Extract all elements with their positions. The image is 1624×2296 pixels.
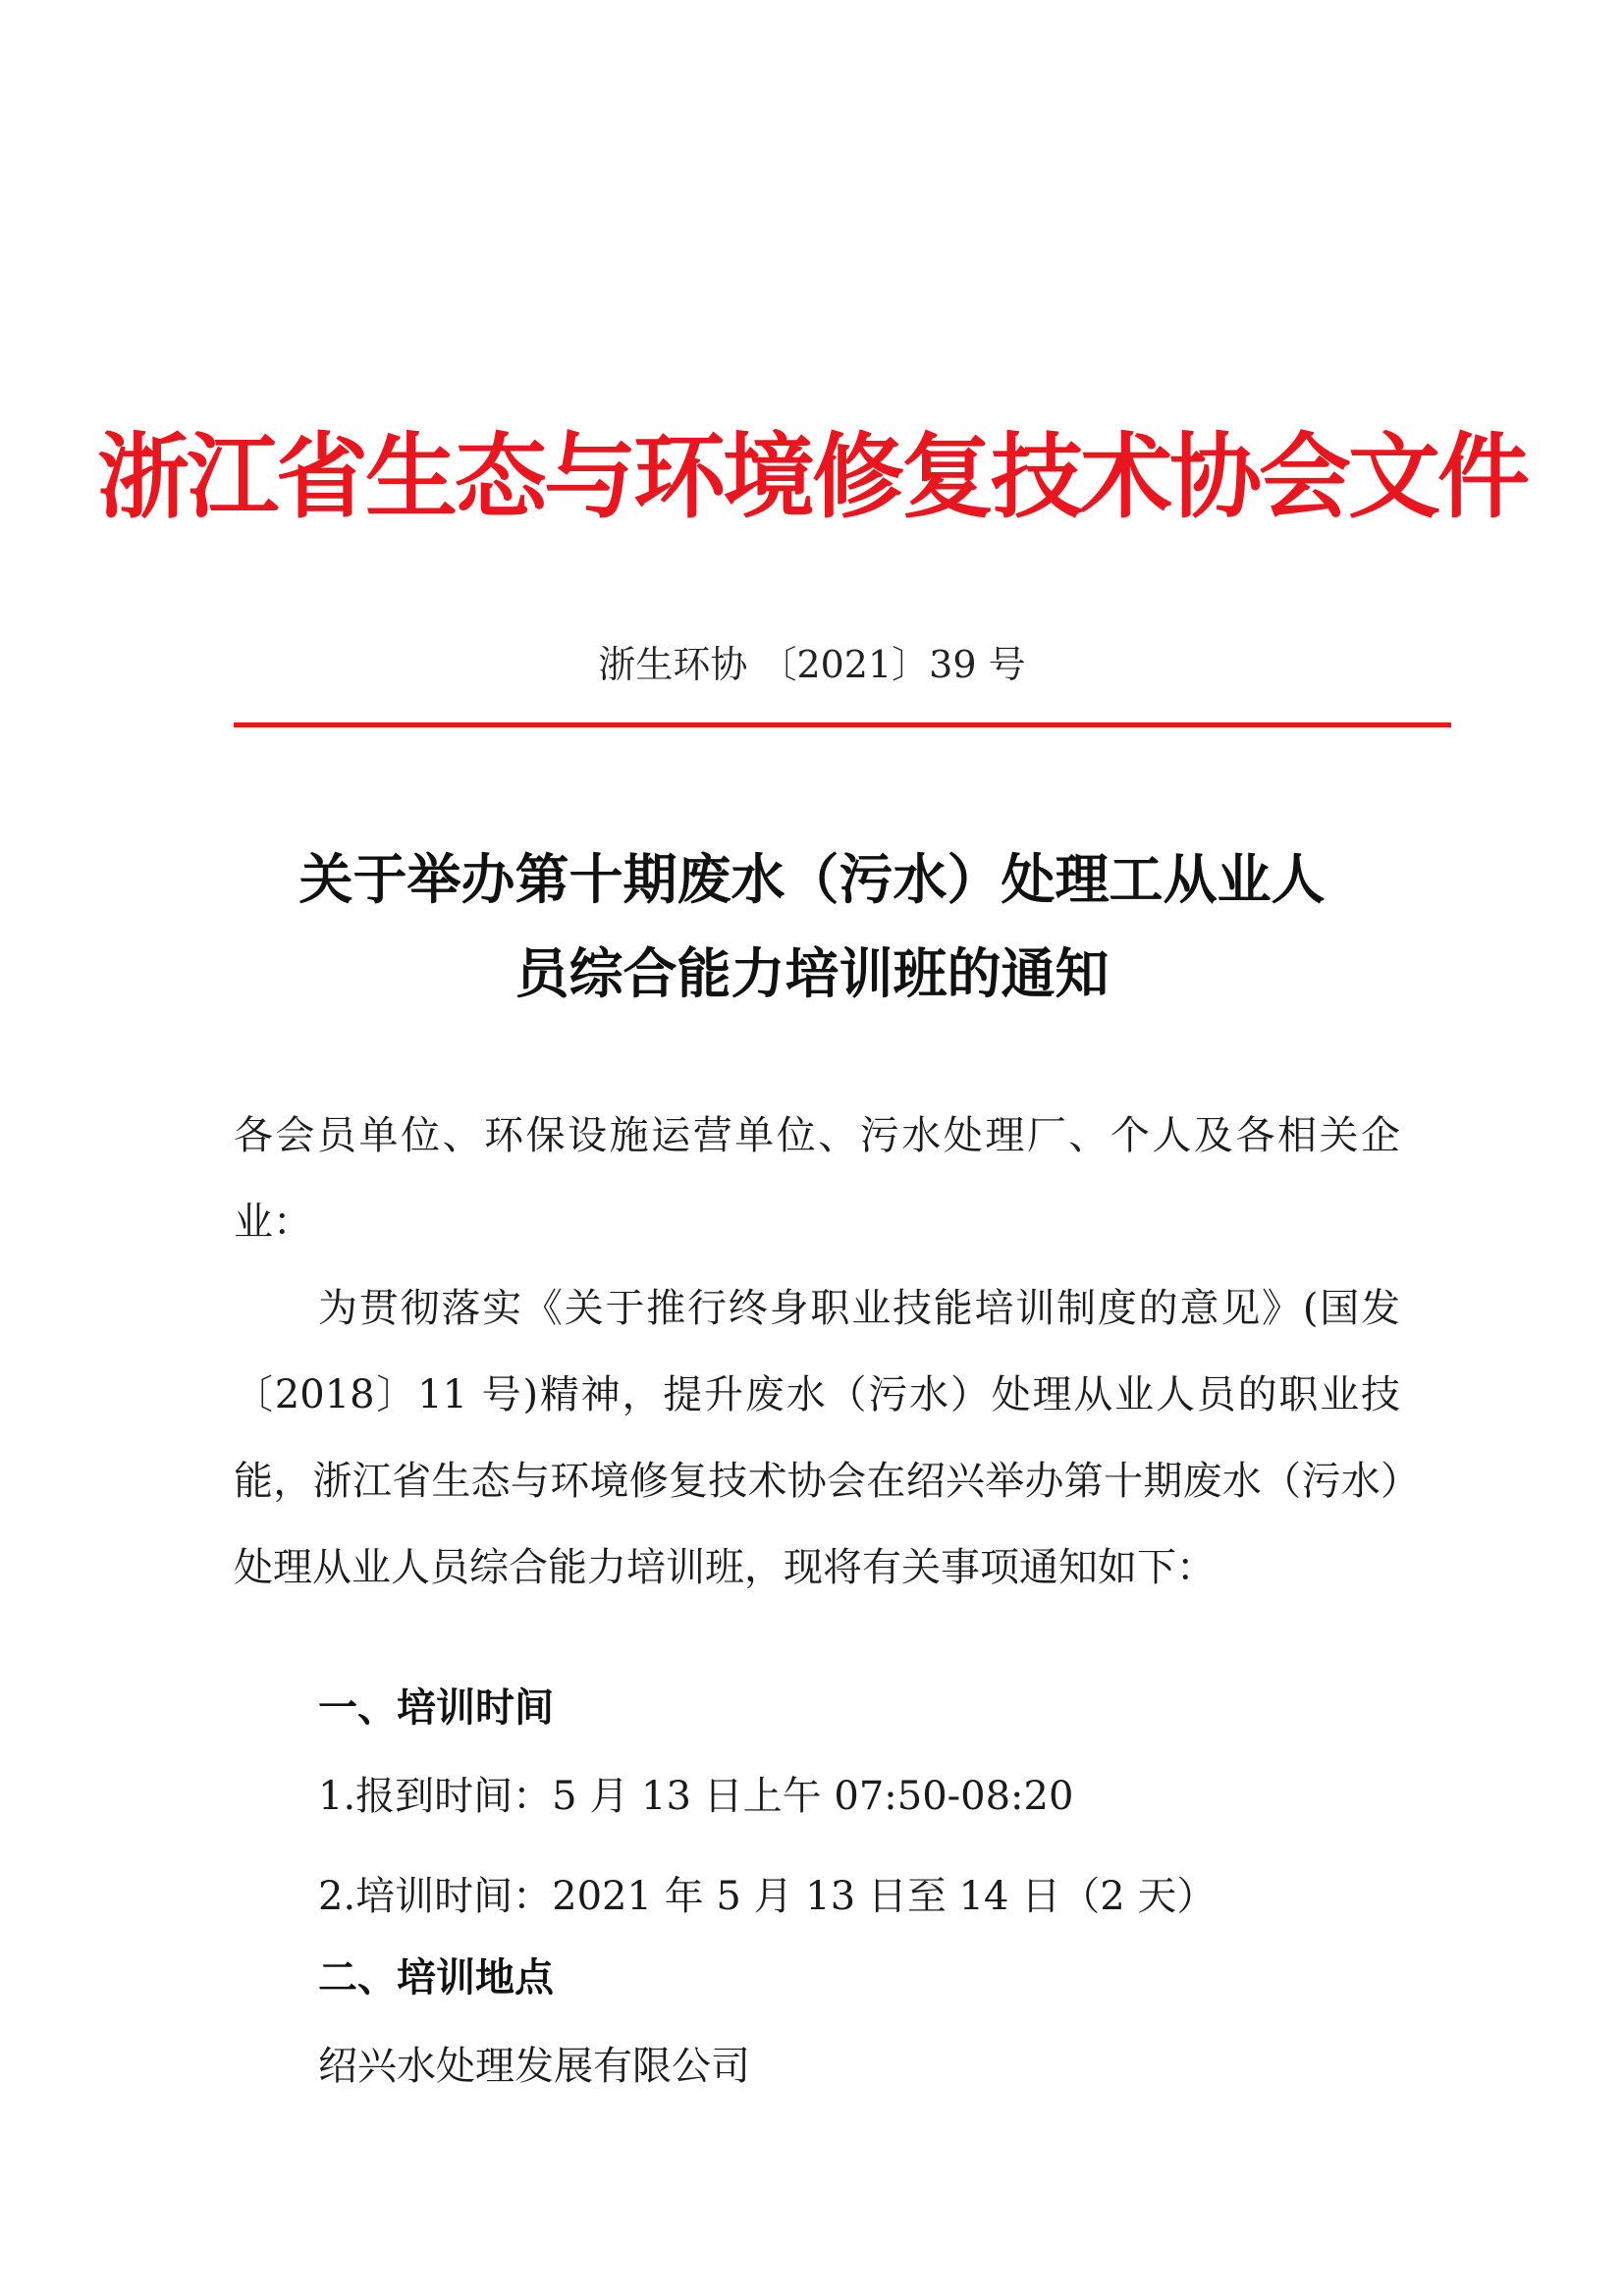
document-number: 浙生环协 〔2021〕39 号 [598, 643, 1026, 686]
check-in-time-item: 1.报到时间：5 月 13 日上午 07:50-08:20 [318, 1774, 1074, 1819]
notice-title [234, 832, 1390, 1021]
notice-title-line-1: 关于举办第十期废水（污水）处理工从业人 [298, 848, 1326, 911]
addressee-paragraph: 各会员单位、环保设施运营单位、污水处理厂、个人及各相关企业： [234, 1113, 1400, 1245]
document-header-title: 浙江省生态与环境修复技术协会文件 [96, 424, 1527, 531]
section-heading-training-time: 一、培训时间 [318, 1685, 554, 1731]
section-heading-training-location: 二、培训地点 [318, 1955, 554, 2001]
training-location-text: 绍兴水处理发展有限公司 [318, 2044, 750, 2089]
red-divider-line [234, 722, 1451, 727]
training-period-item: 2.培训时间：2021 年 5 月 13 日至 14 日（2 天） [318, 1874, 1217, 1919]
intro-paragraph: 为贯彻落实《关于推行终身职业技能培训制度的意见》(国发〔2018〕11 号)精神，提升废水（污水）处理从业人员的职业技能，浙江省生态与环境修复技术协会在绍兴举办第十期废水（污水）处理从业人员综合能力培训班，现将有关事项通知如下： [234, 1286, 1400, 1590]
notice-title-line-2: 员综合能力培训班的通知 [514, 942, 1110, 1005]
